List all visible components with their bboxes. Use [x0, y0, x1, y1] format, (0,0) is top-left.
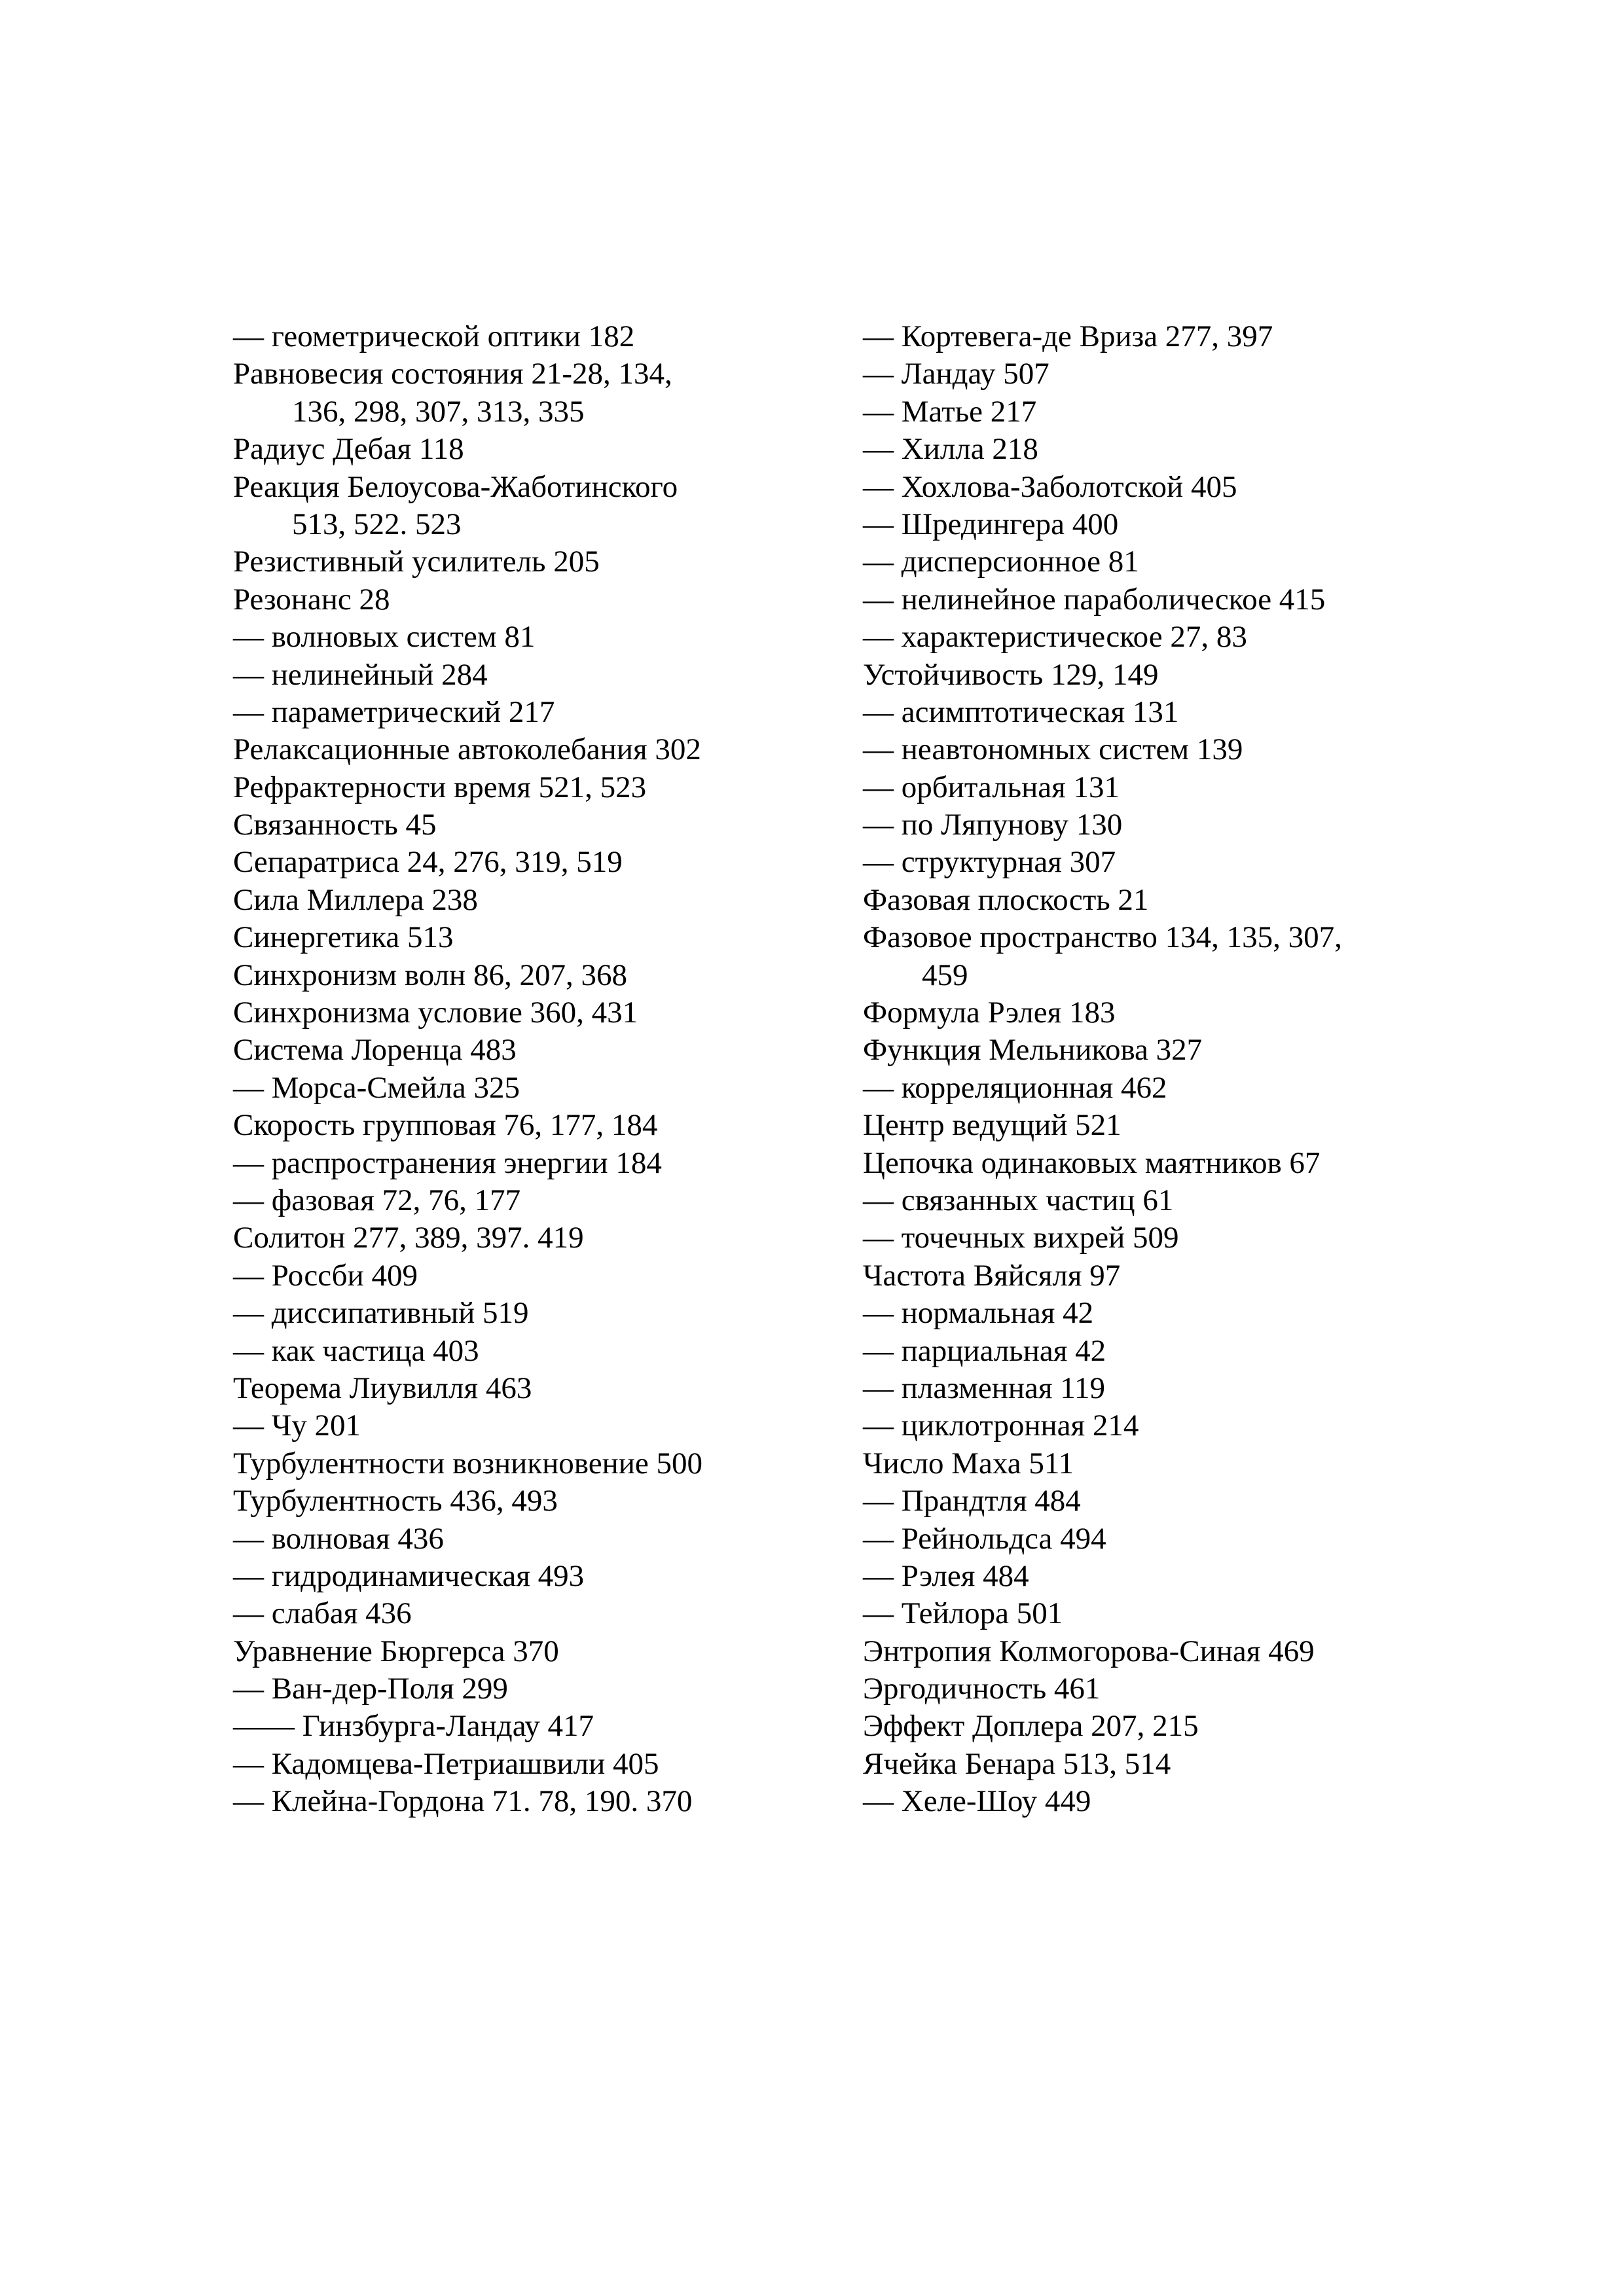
index-entry: — гидродинамическая 493: [233, 1558, 585, 1593]
index-entry: — фазовая 72, 76, 177: [233, 1183, 521, 1217]
index-entry: Энтропия Колмогорова-Синая 469: [863, 1634, 1315, 1668]
index-entry: — структурная 307: [863, 845, 1116, 880]
index-entry: — нормальная 42: [863, 1296, 1094, 1331]
index-column-right: [863, 318, 1452, 1821]
index-entry: — Матье 217: [863, 394, 1037, 429]
index-entry: — волновых систем 81: [233, 620, 536, 655]
index-entry-continuation: 136, 298, 307, 313, 335: [292, 394, 585, 429]
index-entry: — Рейнольдса 494: [863, 1521, 1106, 1556]
index-entry: Фазовое пространство 134, 135, 307,: [863, 920, 1342, 955]
index-entry: Турбулентность 436, 493: [233, 1484, 558, 1518]
index-entry: Синхронизм волн 86, 207, 368: [233, 958, 627, 992]
index-entry: — Ландау 507: [863, 357, 1049, 391]
index-entry: — парциальная 42: [863, 1333, 1106, 1368]
index-entry: — точечных вихрей 509: [863, 1221, 1179, 1255]
index-entry: Цепочка одинаковых маятников 67: [863, 1145, 1321, 1180]
index-entry: — характеристическое 27, 83: [863, 620, 1247, 655]
index-entry: — Чу 201: [233, 1408, 361, 1443]
index-entry: — Клейна-Гордона 71. 78, 190. 370: [233, 1784, 693, 1819]
index-entry: Резистивный усилитель 205: [233, 545, 600, 579]
index-entry: — связанных частиц 61: [863, 1183, 1174, 1217]
index-entry: — Россби 409: [233, 1258, 418, 1293]
index-entry: Турбулентности возникновение 500: [233, 1446, 702, 1480]
index-entry: Число Маха 511: [863, 1446, 1074, 1480]
index-entry: Теорема Лиувилля 463: [233, 1371, 532, 1405]
index-entry: Частота Вяйсяля 97: [863, 1258, 1121, 1293]
index-entry: Сепаратриса 24, 276, 319, 519: [233, 845, 623, 880]
index-entry: — дисперсионное 81: [863, 545, 1139, 579]
index-entry: Система Лоренца 483: [233, 1033, 517, 1067]
index-entry: — геометрической оптики 182: [233, 319, 635, 353]
index-entry: Центр ведущий 521: [863, 1108, 1122, 1143]
index-entry: — циклотронная 214: [863, 1408, 1139, 1443]
index-entry: — корреляционная 462: [863, 1070, 1167, 1105]
index-entry: Рефрактерности время 521, 523: [233, 770, 647, 804]
index-entry: Уравнение Бюргерса 370: [233, 1634, 559, 1668]
index-entry: — Морса-Смейла 325: [233, 1070, 520, 1105]
index-entry: — Кадомцева-Петриашвили 405: [233, 1746, 659, 1781]
index-entry-continuation: 513, 522. 523: [292, 507, 462, 541]
index-entry: — как частица 403: [233, 1333, 479, 1368]
index-entry: — нелинейный 284: [233, 657, 488, 692]
index-entry: —— Гинзбурга-Ландау 417: [233, 1709, 594, 1744]
index-entry: — Прандтля 484: [863, 1484, 1081, 1518]
index-entry: Связанность 45: [233, 808, 437, 842]
index-entry: — слабая 436: [233, 1596, 412, 1631]
index-entry: — орбитальная 131: [863, 770, 1120, 804]
index-entry: — диссипативный 519: [233, 1296, 529, 1331]
index-column-left: [233, 318, 822, 1821]
index-entry: Равновесия состояния 21-28, 134,: [233, 357, 672, 391]
index-entry-continuation: 459: [922, 958, 968, 992]
index-entry: — Тейлора 501: [863, 1596, 1063, 1631]
index-entry: Функция Мельникова 327: [863, 1033, 1203, 1067]
index-entry: — Хеле-Шоу 449: [863, 1784, 1091, 1819]
index-entry: Скорость групповая 76, 177, 184: [233, 1108, 658, 1143]
index-entry: — нелинейное параболическое 415: [863, 582, 1326, 617]
index-entry: Эргодичность 461: [863, 1672, 1101, 1706]
index-entry: — неавтономных систем 139: [863, 732, 1243, 767]
index-entry: Солитон 277, 389, 397. 419: [233, 1221, 584, 1255]
index-entry: — Ван-дер-Поля 299: [233, 1672, 508, 1706]
index-entry: Релаксационные автоколебания 302: [233, 732, 701, 767]
index-entry: — плазменная 119: [863, 1371, 1106, 1405]
index-entry: — параметрический 217: [233, 694, 555, 729]
index-entry: — по Ляпунову 130: [863, 808, 1123, 842]
index-entry: — Рэлея 484: [863, 1558, 1029, 1593]
index-entry: Радиус Дебая 118: [233, 432, 464, 467]
index-entry: — Шредингера 400: [863, 507, 1119, 541]
index-entry: — распространения энергии 184: [233, 1145, 662, 1180]
index-entry: Резонанс 28: [233, 582, 390, 617]
index-entry: — асимптотическая 131: [863, 694, 1179, 729]
index-entry: Синхронизма условие 360, 431: [233, 996, 638, 1030]
index-entry: — волновая 436: [233, 1521, 444, 1556]
index-entry: Фазовая плоскость 21: [863, 882, 1149, 917]
index-entry: Реакция Белоусова-Жаботинского: [233, 469, 678, 504]
index-entry: Ячейка Бенара 513, 514: [863, 1746, 1171, 1781]
index-entry: Эффект Доплера 207, 215: [863, 1709, 1199, 1744]
index-entry: — Кортевега-де Вриза 277, 397: [863, 319, 1273, 353]
index-entry: Синергетика 513: [233, 920, 454, 955]
index-entry: Сила Миллера 238: [233, 882, 478, 917]
index-entry: Устойчивость 129, 149: [863, 657, 1159, 692]
index-entry: — Хилла 218: [863, 432, 1038, 467]
index-entry: — Хохлова-Заболотской 405: [863, 469, 1237, 504]
index-entry: Формула Рэлея 183: [863, 996, 1116, 1030]
